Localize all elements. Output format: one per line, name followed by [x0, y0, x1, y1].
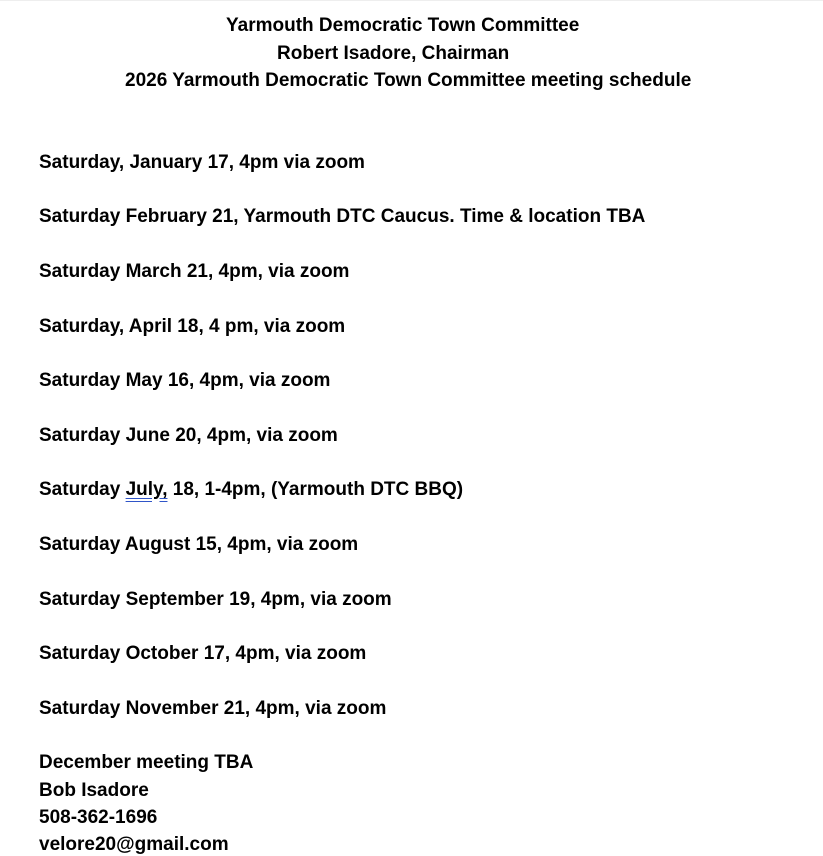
- meeting-july: [39, 479, 463, 501]
- meeting-february: Saturday February 21, Yarmouth DTC Caucus. Time & location TBA: [39, 206, 646, 227]
- schedule-title: 2026 Yarmouth Democratic Town Committee meeting schedule: [125, 70, 692, 91]
- meeting-march: Saturday March 21, 4pm, via zoom: [39, 261, 350, 282]
- meeting-october: Saturday October 17, 4pm, via zoom: [39, 643, 367, 664]
- meeting-may: Saturday May 16, 4pm, via zoom: [39, 370, 331, 391]
- meeting-november: Saturday November 21, 4pm, via zoom: [39, 698, 387, 719]
- meeting-july-suffix: 18, 1-4pm, (Yarmouth DTC BBQ): [167, 479, 464, 500]
- contact-name: Bob Isadore: [39, 780, 149, 801]
- meeting-august: Saturday August 15, 4pm, via zoom: [39, 534, 359, 555]
- december-note: December meeting TBA: [39, 752, 254, 773]
- meeting-july-prefix: Saturday: [39, 479, 126, 500]
- meeting-june: Saturday June 20, 4pm, via zoom: [39, 425, 338, 446]
- meeting-april: Saturday, April 18, 4 pm, via zoom: [39, 316, 346, 337]
- meeting-september: Saturday September 19, 4pm, via zoom: [39, 589, 392, 610]
- spellcheck-flagged-word[interactable]: July,: [125, 479, 168, 500]
- page-top-edge: [0, 0, 823, 1]
- committee-name: Yarmouth Democratic Town Committee: [226, 15, 580, 36]
- chairman-line: Robert Isadore, Chairman: [277, 43, 510, 64]
- contact-phone: 508-362-1696: [39, 807, 158, 828]
- meeting-january: Saturday, January 17, 4pm via zoom: [39, 152, 365, 173]
- contact-email: velore20@gmail.com: [39, 834, 229, 855]
